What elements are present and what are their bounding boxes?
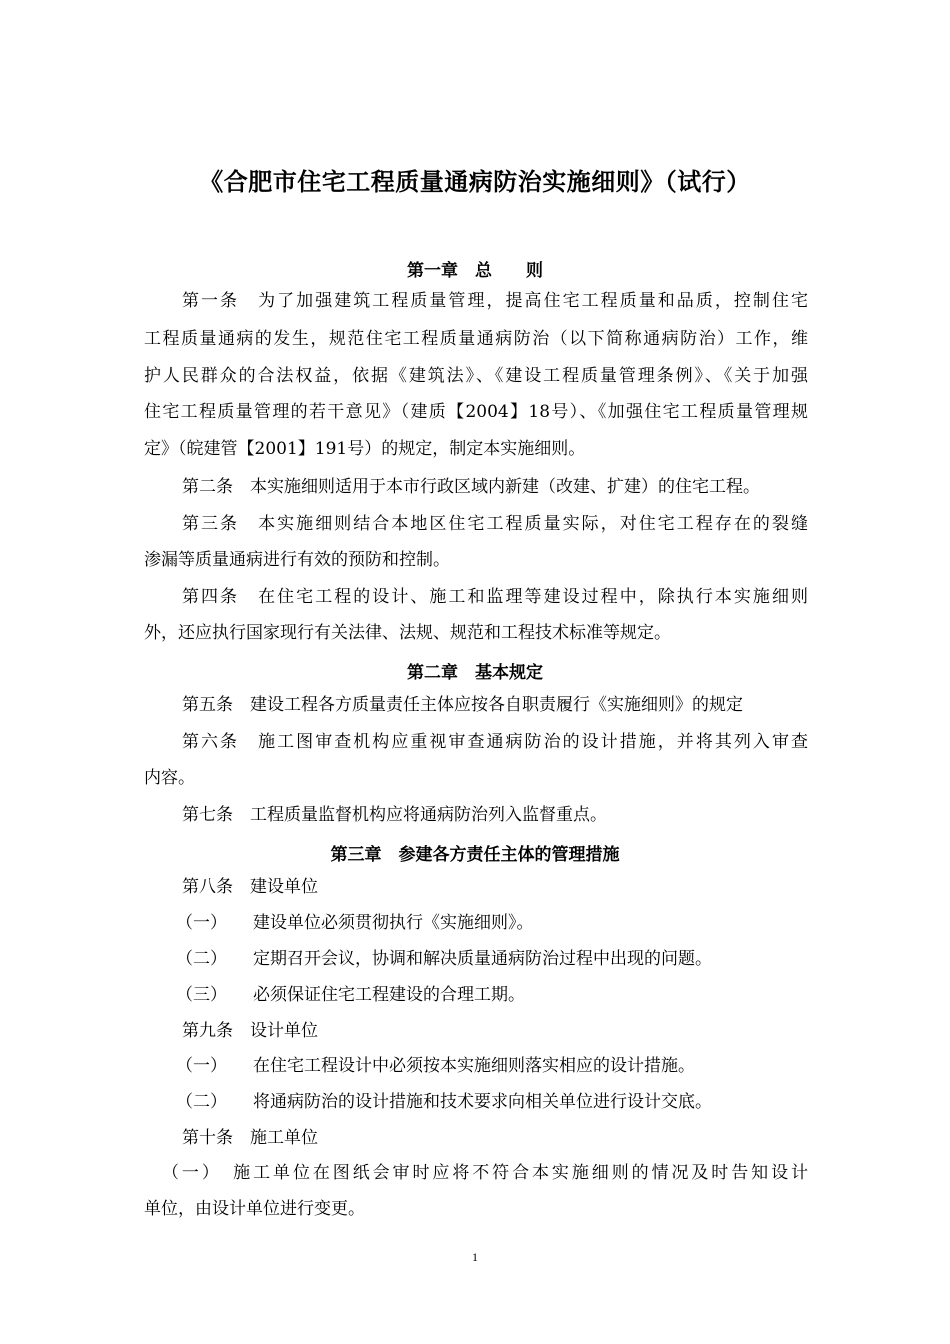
article-1-line-2: 工程质量通病的发生，规范住宅工程质量通病防治（以下简称通病防治）工作，维 <box>144 329 808 349</box>
document-title: 《合肥市住宅工程质量通病防治实施细则》（试行） <box>199 168 751 196</box>
article-1-line-1: 第一条 为了加强建筑工程质量管理，提高住宅工程质量和品质，控制住宅 <box>182 291 808 311</box>
chapter-2-heading: 第二章 基本规定 <box>407 663 543 683</box>
article-10: 第十条 施工单位 <box>182 1128 318 1148</box>
item-number: （二） <box>176 949 227 969</box>
article-1-line-5: 定》（皖建管【2001】191号）的规定，制定本实施细则。 <box>144 439 586 459</box>
article-3-line-2: 渗漏等质量通病进行有效的预防和控制。 <box>144 550 450 570</box>
article-4-line-2: 外，还应执行国家现行有关法律、法规、规范和工程技术标准等规定。 <box>144 623 671 643</box>
page-number: 1 <box>472 1250 478 1264</box>
article-9: 第九条 设计单位 <box>182 1021 318 1041</box>
item-text: 在住宅工程设计中必须按本实施细则落实相应的设计措施。 <box>253 1056 695 1076</box>
item-number: （三） <box>176 985 227 1005</box>
article-2: 第二条 本实施细则适用于本市行政区域内新建（改建、扩建）的住宅工程。 <box>182 477 760 497</box>
article-4-line-1: 第四条 在住宅工程的设计、施工和监理等建设过程中，除执行本实施细则 <box>182 587 808 607</box>
item-text: 建设单位必须贯彻执行《实施细则》。 <box>253 913 534 933</box>
article-5: 第五条 建设工程各方质量责任主体应按各自职责履行《实施细则》的规定 <box>182 695 743 715</box>
article-6-line-1: 第六条 施工图审查机构应重视审查通病防治的设计措施，并将其列入审查 <box>182 732 808 752</box>
article-10-item-1-line-2: 单位，由设计单位进行变更。 <box>144 1199 365 1219</box>
item-number: （一） <box>176 913 227 933</box>
article-10-item-1-line-1: （一） 施工单位在图纸会审时应将不符合本实施细则的情况及时告知设计 <box>162 1163 808 1183</box>
article-8-item-3 <box>176 984 808 1006</box>
item-number: （一） <box>176 1056 227 1076</box>
item-number: （二） <box>176 1092 227 1112</box>
article-6-line-2: 内容。 <box>144 768 195 788</box>
chapter-3-heading: 第三章 参建各方责任主体的管理措施 <box>330 845 620 865</box>
article-8: 第八条 建设单位 <box>182 877 318 897</box>
item-text: 将通病防治的设计措施和技术要求向相关单位进行设计交底。 <box>253 1092 712 1112</box>
item-text: 必须保证住宅工程建设的合理工期。 <box>253 985 525 1005</box>
article-3-line-1: 第三条 本实施细则结合本地区住宅工程质量实际，对住宅工程存在的裂缝 <box>182 514 808 534</box>
article-8-item-1 <box>176 912 808 934</box>
chapter-1-heading: 第一章 总 则 <box>407 261 543 281</box>
article-9-item-1 <box>176 1055 808 1077</box>
article-1-line-3: 护人民群众的合法权益，依据《建筑法》、《建设工程质量管理条例》、《关于加强 <box>144 366 808 386</box>
item-text: 定期召开会议，协调和解决质量通病防治过程中出现的问题。 <box>253 949 712 969</box>
article-9-item-2 <box>176 1091 808 1113</box>
article-1-line-4: 住宅工程质量管理的若干意见》（建质【2004】18号）、《加强住宅工程质量管理规 <box>144 402 808 422</box>
article-8-item-2 <box>176 948 808 970</box>
article-7: 第七条 工程质量监督机构应将通病防治列入监督重点。 <box>182 805 607 825</box>
